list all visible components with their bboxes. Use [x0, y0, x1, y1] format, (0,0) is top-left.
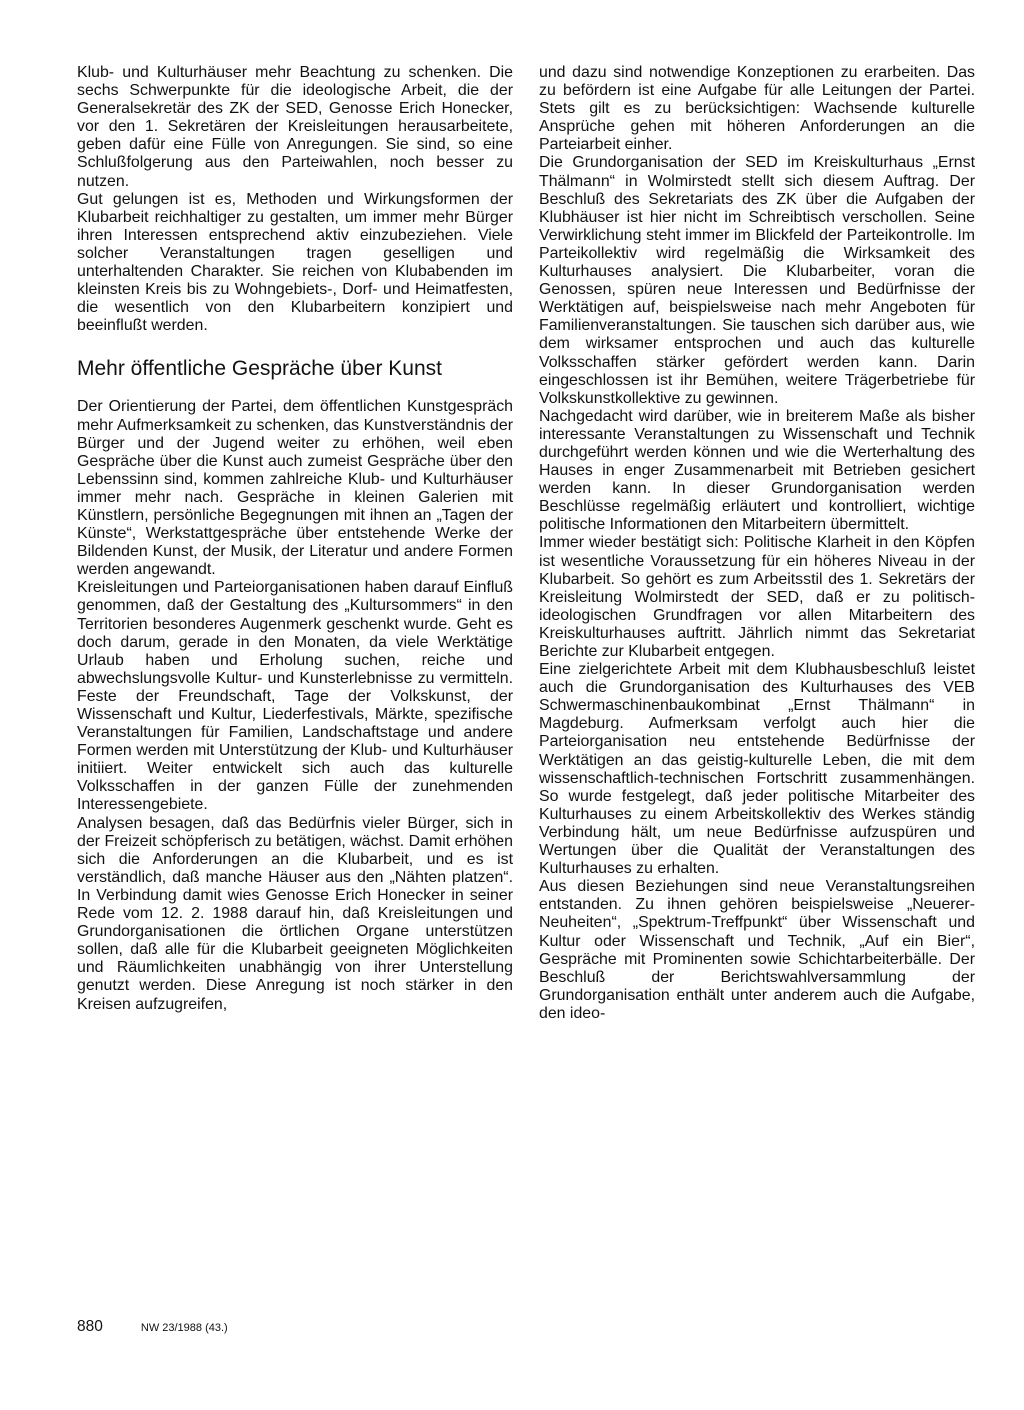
paragraph: Analysen besagen, daß das Bedürfnis vieler Bürger, sich in der Freizeit schöpferisch zu betätigen, wächst. Damit erhöhen sich die Anforderungen an die Klubarbeit, und es ist verständlich, daß manche Häuser aus den „Nähten platzen“. In Verbindung damit wies Genosse Erich Honecker in seiner Rede vom 12. 2. 1988 darauf hin, daß Kreisleitungen und Grundorganisationen die örtlichen Organe unterstützen sollen, daß alle für die Klubarbeit geeigneten Möglichkeiten und Räumlichkeiten unabhängig von ihrer Unterstellung genutzt werden. Diese Anregung ist noch stärker in den Kreisen aufzugreifen, [77, 814, 513, 1013]
paragraph: Kreisleitungen und Parteiorganisationen haben darauf Einfluß genommen, daß der Gestaltung des „Kultursommers“ in den Territorien besonderes Augenmerk geschenkt wurde. Geht es doch darum, gerade in den Monaten, da viele Werktätige Urlaub haben und Erholung suchen, reiche und abwechslungsvolle Kultur- und Kunsterlebnisse zu vermitteln. Feste der Freundschaft, Tage der Volkskunst, der Wissenschaft und Kultur, Liederfestivals, Märkte, spezifische Veranstaltungen für Familien, Landschaftstage und andere Formen werden mit Unterstützung der Klub- und Kulturhäuser initiiert. Weiter entwickelt sich auch das kulturelle Volksschaffen in der ganzen Fülle der zunehmenden Interessengebiete. [77, 579, 513, 814]
page-number: 880 [77, 1318, 103, 1335]
paragraph: Eine zielgerichtete Arbeit mit dem Klubhausbeschluß leistet auch die Grundorganisation des Kulturhauses des VEB Schwermaschinenbaukombinat „Ernst Thälmann“ in Magdeburg. Aufmerksam verfolgt auch hier die Parteiorganisation neu entstehende Bedürfnisse der Werktätigen an das geistig-kulturelle Leben, die mit dem wissenschaftlich-technischen Fortschritt zusammenhängen. So wurde festgelegt, daß jeder politische Mitarbeiter des Kulturhauses zu einem Arbeitskollektiv des Werkes ständig Verbindung hält, um neue Bedürfnisse aufzuspüren und Wertungen über die Qualität der Veranstaltungen des Kulturhauses zu erhalten. [539, 661, 975, 878]
paragraph: Immer wieder bestätigt sich: Politische Klarheit in den Köpfen ist wesentliche Voraussetzung für ein höheres Niveau in der Klubarbeit. So gehört es zum Arbeitsstil des 1. Sekretärs der Kreisleitung Wolmirstedt der SED, daß er zu politisch-ideologischen Grundfragen vor allen Mitarbeitern des Kreiskulturhauses auftritt. Jährlich nimmt das Sekretariat Berichte zur Klubarbeit entgegen. [539, 534, 975, 660]
paragraph: Gut gelungen ist es, Methoden und Wirkungsformen der Klubarbeit reichhaltiger zu gestalten, um immer mehr Bürger ihren Interessen entsprechend aktiv einzubeziehen. Viele solcher Veranstaltungen tragen geselligen und unterhaltenden Charakter. Sie reichen von Klubabenden im kleinsten Kreis bis zu Wohngebiets-, Dorf- und Heimatfesten, die wesentlich von den Klubarbeitern konzipiert und beeinflußt werden. [77, 190, 513, 335]
left-column [77, 64, 513, 1014]
paragraph: Nachgedacht wird darüber, wie in breiterem Maße als bisher interessante Veranstaltungen zu Wissenschaft und Technik durchgeführt werden können und wie die Werterhaltung des Hauses in enger Zusammenarbeit mit Betrieben gesichert werden kann. In dieser Grundorganisation werden Beschlüsse regelmäßig erläutert und kontrolliert, wichtige politische Informationen den Mitarbeitern übermittelt. [539, 407, 975, 534]
paragraph: Klub- und Kulturhäuser mehr Beachtung zu schenken. Die sechs Schwerpunkte für die ideologische Arbeit, die der Generalsekretär des ZK der SED, Genosse Erich Honecker, vor den 1. Sekretären der Kreisleitungen herausarbeitete, geben dafür eine Fülle von Anregungen. Sie sind, so eine Schlußfolgerung aus den Parteiwahlen, noch besser zu nutzen. [77, 64, 513, 190]
paragraph: Aus diesen Beziehungen sind neue Veranstaltungsreihen entstanden. Zu ihnen gehören beispielsweise „Neuerer-Neuheiten“, „Spektrum-Treffpunkt“ über Wissenschaft und Kultur oder Wissenschaft und Technik, „Auf ein Bier“, Gespräche mit Prominenten sowie Schichtarbeiterbälle. Der Beschluß der Berichtswahlversammlung der Grundorganisation enthält unter anderem auch die Aufgabe, den ideo- [539, 878, 975, 1022]
page-footer [77, 1318, 228, 1337]
paragraph: Die Grundorganisation der SED im Kreiskulturhaus „Ernst Thälmann“ in Wolmirstedt stellt sich diesem Auftrag. Der Beschluß des Sekretariats des ZK über die Aufgaben der Klubhäuser ist hier nicht im Schreibtisch verschollen. Seine Verwirklichung steht immer im Blickfeld der Parteikontrolle. Im Parteikollektiv wird regelmäßig die Wirksamkeit des Kulturhauses analysiert. Die Klubarbeiter, voran die Genossen, spüren neue Interessen und Bedürfnisse der Werktätigen auf, beispielsweise nach mehr Angeboten für Familienveranstaltungen. Sie tauschen sich darüber aus, wie dem wirksamer entsprochen und auch das kulturelle Volksschaffen stärker gefördert werden kann. Darin eingeschlossen ist ihr Bemühen, weitere Trägerbetriebe für Volkskunstkollektive zu gewinnen. [539, 154, 975, 407]
paragraph: und dazu sind notwendige Konzeptionen zu erarbeiten. Das zu befördern ist eine Aufgabe für alle Leitungen der Partei. Stets gilt es zu berücksichtigen: Wachsende kulturelle Ansprüche gehen mit höheren Anforderungen an die Parteiarbeit einher. [539, 64, 975, 154]
right-column [539, 64, 975, 1023]
issue-reference: NW 23/1988 (43.) [140, 1322, 228, 1334]
paragraph: Der Orientierung der Partei, dem öffentlichen Kunstgespräch mehr Aufmerksamkeit zu schenken, das Kunstverständnis der Bürger und der Jugend weiter zu erhöhen, weil eben Gespräche über die Kunst auch zumeist Gespräche über den Lebenssinn sind, kommen zahlreiche Klub- und Kulturhäuser immer mehr nach. Gespräche in kleinen Galerien mit Künstlern, persönliche Begegnungen mit ihnen an „Tagen der Künste“, Werkstattgespräche über entstehende Werke der Bildenden Kunst, der Musik, der Literatur und andere Formen werden angewandt. [77, 398, 513, 579]
section-heading: Mehr öffentliche Gespräche über Kunst [77, 357, 442, 381]
